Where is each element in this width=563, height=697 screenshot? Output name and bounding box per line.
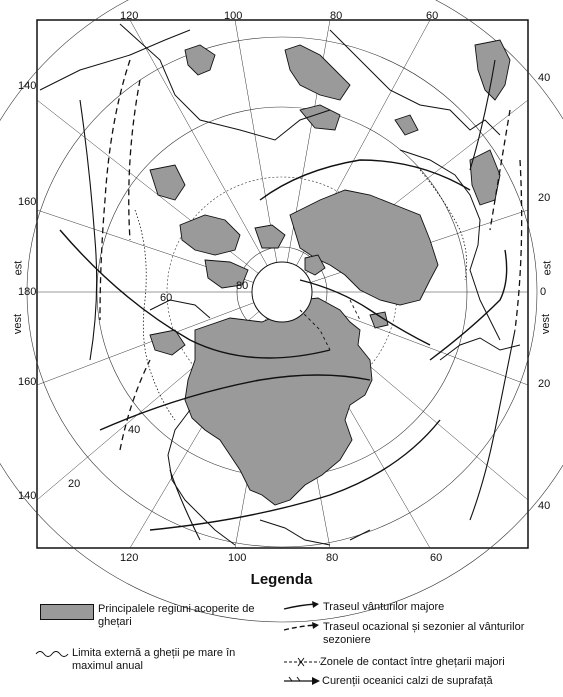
right-lat-label-40-bottom: 40 xyxy=(538,500,551,512)
inner-label-60: 60 xyxy=(160,292,173,304)
bottom-lon-label-100: 100 xyxy=(228,552,247,564)
inner-label-20: 20 xyxy=(68,478,81,490)
bottom-lon-label-120: 120 xyxy=(120,552,139,564)
legend-item-warm-currents: Curenții oceanici calzi de suprafață xyxy=(322,675,493,687)
legend-cross-line-symbol xyxy=(282,656,322,668)
legend-title: Legenda xyxy=(250,571,313,588)
legend-item-major-winds: Traseul vânturilor majore xyxy=(323,601,445,613)
right-lat-label-40-top: 40 xyxy=(538,72,551,84)
legend-item-contact-zones: Zonele de contact între ghețarii majori xyxy=(320,656,505,668)
bottom-lon-label-60: 60 xyxy=(430,552,443,564)
right-lat-label-20-bottom: 20 xyxy=(538,378,551,390)
right-ice-2 xyxy=(470,150,500,205)
north-america-ice xyxy=(185,298,372,505)
right-lat-label-20-top: 20 xyxy=(538,192,551,204)
legend-solid-arrow-symbol xyxy=(282,600,322,612)
legend-item-sea-ice-limit: Limita externă a gheții pe mare în maximul anual xyxy=(72,647,236,672)
left-lat-label-140-bottom: 140 xyxy=(18,490,37,502)
top-ice-4 xyxy=(395,115,418,135)
bottom-lon-label-80: 80 xyxy=(326,552,339,564)
top-lon-label-60: 60 xyxy=(426,10,439,22)
top-ice-1 xyxy=(185,45,215,75)
legend-item-ice: Principalele regiuni acoperite de ghețari xyxy=(98,603,255,628)
left-lat-label-140-top: 140 xyxy=(18,80,37,92)
top-lon-label-100: 100 xyxy=(224,10,243,22)
legend-dashed-arrow-symbol xyxy=(282,621,322,633)
side-left-vest: vest xyxy=(12,313,25,335)
right-lat-label-0: 0 xyxy=(540,286,547,298)
legend-item-seasonal-winds: Traseul ocazional și sezonier al vânturilor sezoniere xyxy=(323,621,525,646)
arctic-islands-ice-1 xyxy=(180,215,240,255)
top-ice-2 xyxy=(285,45,350,100)
inner-label-80: 80 xyxy=(236,280,249,292)
north-pole-area xyxy=(252,262,312,322)
legend-barbed-arrow-symbol xyxy=(282,675,322,687)
top-lon-label-80: 80 xyxy=(330,10,343,22)
legend-ice-swatch xyxy=(40,604,94,620)
side-left-est: est xyxy=(12,260,25,276)
left-lat-label-160-bottom: 160 xyxy=(18,376,37,388)
left-ice-1 xyxy=(150,165,185,200)
inner-label-40: 40 xyxy=(128,424,141,436)
arctic-islands-ice-3 xyxy=(255,225,285,248)
side-right-vest: vest xyxy=(540,313,553,335)
left-lat-label-160-top: 160 xyxy=(18,196,37,208)
glaciated-regions xyxy=(150,40,510,505)
left-lat-label-180: 180 xyxy=(18,286,37,298)
top-lon-label-120: 120 xyxy=(120,10,139,22)
right-ice-1 xyxy=(475,40,510,100)
side-right-est: est xyxy=(541,260,554,276)
